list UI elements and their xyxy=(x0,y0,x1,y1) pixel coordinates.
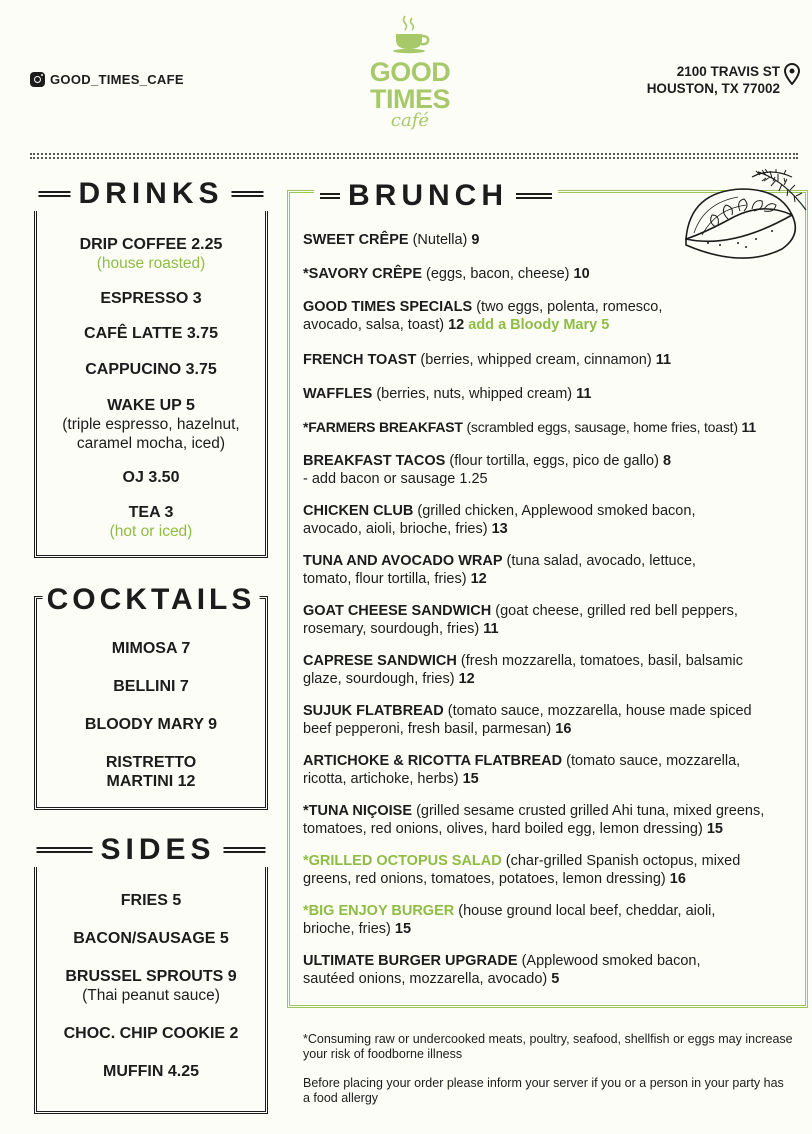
item-name: WAFFLES xyxy=(303,386,373,402)
menu-item xyxy=(37,967,265,1005)
title-rule xyxy=(320,193,340,199)
menu-item xyxy=(37,360,265,379)
item-desc: (house ground local beef, cheddar, aioli, brioche, fries) xyxy=(303,903,716,937)
item-price: 9 xyxy=(471,232,480,248)
address xyxy=(647,63,780,97)
cocktails-section xyxy=(34,583,268,810)
menu-item-name: BLOODY MARY 9 xyxy=(84,716,218,733)
logo-text-cafe: café xyxy=(390,110,430,131)
item-price: 8 xyxy=(662,453,672,469)
item-desc: (grilled sesame crusted grilled Ahi tuna, mixed greens, tomatoes, red onions, olives, hard boiled egg, lemon dressing) xyxy=(303,803,765,837)
item-price: 15 xyxy=(462,771,479,787)
menu-item xyxy=(37,677,265,696)
brunch-section xyxy=(287,179,808,1008)
menu-item xyxy=(37,639,265,658)
social-handle-text: GOOD_TIMES_CAFE xyxy=(50,72,184,87)
item-name: ULTIMATE BURGER UPGRADE xyxy=(303,953,518,969)
brunch-item xyxy=(303,602,773,638)
item-desc: (eggs, bacon, cheese) xyxy=(426,266,570,282)
item-desc: (Applewood smoked bacon, sautéed onions, mozzarella, avocado) xyxy=(303,953,701,987)
title-rule xyxy=(38,191,70,197)
logo-text-good: GOOD xyxy=(369,57,451,87)
brunch-item xyxy=(303,702,783,738)
drinks-title-text: DRINKS xyxy=(78,177,224,210)
item-price: 12 xyxy=(470,571,487,587)
menu-item xyxy=(43,396,259,453)
item-price: 10 xyxy=(573,266,590,282)
address-city: HOUSTON, TX 77002 xyxy=(646,81,780,96)
cocktails-title xyxy=(43,583,260,617)
menu-item xyxy=(37,503,265,541)
brunch-title xyxy=(314,179,558,213)
menu-item xyxy=(37,891,265,910)
menu-item-name: ESPRESSO 3 xyxy=(100,290,202,307)
cocktails-title-text: COCKTAILS xyxy=(46,583,256,616)
item-price: 15 xyxy=(394,921,412,937)
menu-item-note: (hot or iced) xyxy=(109,523,193,540)
item-star: * xyxy=(303,853,309,869)
item-name: BIG ENJOY BURGER xyxy=(308,903,455,919)
item-name: GOOD TIMES SPECIALS xyxy=(303,299,473,315)
item-desc: (goat cheese, grilled red bell peppers, rosemary, sourdough, fries) xyxy=(303,603,738,637)
item-desc: (tomato sauce, mozzarella, house made spiced beef pepperoni, fresh basil, parmesan) xyxy=(303,703,752,737)
item-price: 11 xyxy=(741,419,756,435)
menu-item-name: MUFFIN 4.25 xyxy=(102,1063,199,1080)
item-price: 11 xyxy=(655,352,672,368)
menu-item-name: CHOC. CHIP COOKIE 2 xyxy=(63,1025,239,1042)
title-rule xyxy=(232,191,264,197)
item-desc: (char-grilled Spanish octopus, mixed greens, red onions, tomatoes, potatoes, lemon dressing) xyxy=(303,853,741,887)
item-desc: (two eggs, polenta, romesco, avocado, salsa, toast) xyxy=(303,299,663,333)
item-desc: (flour tortilla, eggs, pico de gallo) xyxy=(449,453,659,469)
menu-item xyxy=(37,324,265,343)
item-name: ARTICHOKE & RICOTTA FLATBREAD xyxy=(303,753,563,769)
item-desc: (tomato sauce, mozzarella, ricotta, artichoke, herbs) xyxy=(303,753,741,787)
brunch-item xyxy=(303,902,753,938)
rosemary-sprig-icon xyxy=(756,168,808,214)
brunch-item xyxy=(303,452,783,488)
menu-item-name: BRUSSEL SPROUTS 9 xyxy=(65,968,237,985)
title-rule xyxy=(516,193,552,199)
brunch-item xyxy=(303,952,703,988)
item-name: BREAKFAST TACOS xyxy=(303,453,446,469)
brunch-item xyxy=(303,652,763,688)
footnotes xyxy=(303,1032,793,1120)
menu-item-note: (triple espresso, hazelnut, caramel mocha, iced) xyxy=(62,416,240,452)
item-price: 15 xyxy=(706,821,723,837)
brunch-item xyxy=(303,265,783,283)
item-name: *FARMERS BREAKFAST xyxy=(303,419,463,435)
item-price: 16 xyxy=(555,721,572,737)
menu-item-name: BELLINI 7 xyxy=(113,678,189,695)
menu-item xyxy=(37,1062,265,1081)
brunch-item xyxy=(303,298,713,334)
item-desc: (scrambled eggs, sausage, home fries, toast) xyxy=(466,419,738,435)
menu-item xyxy=(87,753,215,791)
item-price: 12 xyxy=(448,317,465,333)
menu-item-name: DRIP COFFEE 2.25 xyxy=(79,236,223,253)
menu-item-name: BACON/SAUSAGE 5 xyxy=(73,930,229,947)
menu-item-note: (Thai peanut sauce) xyxy=(82,987,220,1004)
item-star: * xyxy=(303,903,309,919)
item-desc: (tuna salad, avocado, lettuce, tomato, flour tortilla, fries) xyxy=(303,553,696,587)
brunch-item xyxy=(303,385,783,403)
menu-item-name: MIMOSA 7 xyxy=(111,640,191,657)
coffee-cup-icon xyxy=(388,14,432,54)
brunch-item xyxy=(303,231,783,249)
item-name: *SAVORY CRÊPE xyxy=(303,266,422,282)
menu-item xyxy=(37,715,265,734)
item-name: GOAT CHEESE SANDWICH xyxy=(303,603,492,619)
item-name: CHICKEN CLUB xyxy=(303,503,414,519)
menu-item xyxy=(37,235,265,273)
menu-item xyxy=(37,468,265,487)
brunch-item xyxy=(303,752,773,788)
location-pin-icon xyxy=(784,63,800,85)
item-name: GRILLED OCTOPUS SALAD xyxy=(308,853,502,869)
item-desc: (fresh mozzarella, tomatoes, basil, balsamic glaze, sourdough, fries) xyxy=(303,653,743,687)
item-price: 13 xyxy=(491,521,508,537)
drinks-title xyxy=(26,177,275,211)
menu-item-name: OJ 3.50 xyxy=(122,469,180,486)
item-price: 11 xyxy=(576,386,592,402)
menu-item xyxy=(37,289,265,308)
menu-item-name: FRIES 5 xyxy=(120,892,182,909)
menu-item-note: (house roasted) xyxy=(96,255,206,272)
menu-item xyxy=(37,1024,265,1043)
title-rule xyxy=(224,847,266,853)
brunch-item xyxy=(303,802,793,838)
instagram-icon xyxy=(30,72,45,87)
item-name: SWEET CRÊPE xyxy=(303,232,409,248)
item-price: 5 xyxy=(551,971,560,987)
item-price: 12 xyxy=(458,671,475,687)
item-name: SUJUK FLATBREAD xyxy=(303,703,444,719)
menu-item-name: CAPPUCINO 3.75 xyxy=(85,361,217,378)
menu-item-name: TEA 3 xyxy=(128,504,174,521)
menu-item-name: CAFÊ LATTE 3.75 xyxy=(84,325,218,342)
item-desc: (berries, whipped cream, cinnamon) xyxy=(420,352,652,368)
item-name: *TUNA NIÇOISE xyxy=(303,803,413,819)
item-name: FRENCH TOAST xyxy=(303,352,417,368)
menu-item-name: WAKE UP 5 xyxy=(107,397,195,414)
logo-text-times: TIMES xyxy=(369,84,450,114)
item-addon: - add bacon or sausage 1.25 xyxy=(303,471,488,487)
allergy-notice: Before placing your order please inform your server if you or a person in your party has a food allergy xyxy=(303,1076,784,1105)
sides-title-text: SIDES xyxy=(100,833,216,866)
address-street: 2100 TRAVIS ST xyxy=(676,64,780,79)
brunch-item xyxy=(303,502,743,538)
menu-item xyxy=(37,929,265,948)
sides-title xyxy=(24,833,277,867)
item-desc: (grilled chicken, Applewood smoked bacon, avocado, aioli, brioche, fries) xyxy=(303,503,696,537)
menu-item-name: RISTRETTO MARTINI 12 xyxy=(105,754,197,790)
header-divider xyxy=(30,153,798,159)
raw-food-warning: *Consuming raw or undercooked meats, poultry, seafood, shellfish or eggs may increase your risk of foodborne illness xyxy=(303,1032,793,1061)
item-name: TUNA AND AVOCADO WRAP xyxy=(303,553,503,569)
brunch-item xyxy=(303,351,783,369)
item-price: 16 xyxy=(669,871,686,887)
sides-section xyxy=(34,833,268,1114)
brunch-item xyxy=(303,418,803,436)
brunch-item xyxy=(303,552,743,588)
instagram-handle[interactable] xyxy=(30,72,184,87)
item-desc: (Nutella) xyxy=(412,232,468,248)
cafe-logo xyxy=(360,14,460,144)
drinks-section xyxy=(34,177,268,558)
item-upsell: add a Bloody Mary 5 xyxy=(468,317,610,333)
item-price: 11 xyxy=(483,621,499,637)
title-rule xyxy=(36,847,92,853)
brunch-title-text: BRUNCH xyxy=(348,179,508,212)
brunch-item xyxy=(303,852,778,888)
item-name: CAPRESE SANDWICH xyxy=(303,653,457,669)
item-desc: (berries, nuts, whipped cream) xyxy=(376,386,573,402)
